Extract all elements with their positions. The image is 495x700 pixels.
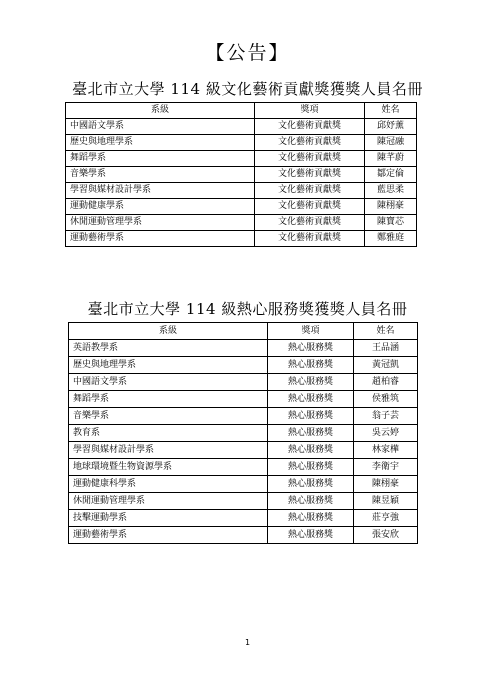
award-cell: 文化藝術貢獻獎 — [255, 231, 365, 247]
dept-cell: 休閒運動管理學系 — [69, 493, 268, 510]
dept-cell: 技擊運動學系 — [69, 510, 268, 527]
award-cell: 熱心服務獎 — [268, 408, 354, 425]
header-dept: 系級 — [66, 103, 255, 119]
award-cell: 熱心服務獎 — [268, 510, 354, 527]
award-cell: 文化藝術貢獻獎 — [255, 199, 365, 215]
dept-cell: 教育系 — [69, 425, 268, 442]
award-cell: 熱心服務獎 — [268, 459, 354, 476]
table-row — [66, 151, 417, 167]
name-cell: 鄒定倫 — [365, 167, 417, 183]
award-cell: 文化藝術貢獻獎 — [255, 215, 365, 231]
award-cell: 文化藝術貢獻獎 — [255, 183, 365, 199]
dept-cell: 中國語文學系 — [66, 119, 255, 135]
name-cell: 黃冠凱 — [354, 357, 418, 374]
dept-cell: 中國語文學系 — [69, 374, 268, 391]
dept-cell: 運動健康學系 — [66, 199, 255, 215]
name-cell: 藍思柔 — [365, 183, 417, 199]
header-name: 姓名 — [365, 103, 417, 119]
name-cell: 張安欣 — [354, 527, 418, 544]
section2-table — [68, 322, 418, 544]
table-row — [69, 476, 418, 493]
award-cell: 熱心服務獎 — [268, 476, 354, 493]
table-row — [69, 374, 418, 391]
table-row — [69, 442, 418, 459]
dept-cell: 音樂學系 — [69, 408, 268, 425]
name-cell: 陳芊蔚 — [365, 151, 417, 167]
header-award: 獎項 — [255, 103, 365, 119]
name-cell: 翁子芸 — [354, 408, 418, 425]
table-row — [69, 340, 418, 357]
table-row — [66, 183, 417, 199]
dept-cell: 運動藝術學系 — [66, 231, 255, 247]
name-cell: 林家樺 — [354, 442, 418, 459]
dept-cell: 舞蹈學系 — [66, 151, 255, 167]
name-cell: 邱妤薰 — [365, 119, 417, 135]
table-row — [69, 493, 418, 510]
dept-cell: 運動健康科學系 — [69, 476, 268, 493]
dept-cell: 歷史與地理學系 — [66, 135, 255, 151]
name-cell: 侯雅筑 — [354, 391, 418, 408]
name-cell: 鄭雅庭 — [365, 231, 417, 247]
dept-cell: 音樂學系 — [66, 167, 255, 183]
header-name: 姓名 — [354, 323, 418, 340]
name-cell: 陳栩豪 — [354, 476, 418, 493]
award-cell: 文化藝術貢獻獎 — [255, 135, 365, 151]
award-cell: 熱心服務獎 — [268, 425, 354, 442]
dept-cell: 運動藝術學系 — [69, 527, 268, 544]
dept-cell: 學習與媒材設計學系 — [69, 442, 268, 459]
table-row — [66, 119, 417, 135]
section2-title: 臺北市立大學 114 級熱心服務獎獲獎人員名冊 — [87, 300, 408, 318]
award-cell: 熱心服務獎 — [268, 340, 354, 357]
dept-cell: 學習與媒材設計學系 — [66, 183, 255, 199]
section1-header-row — [66, 103, 417, 119]
notice-heading: 【公告】 — [205, 42, 290, 64]
section1-title: 臺北市立大學 114 級文化藝術貢獻獎獲獎人員名冊 — [72, 80, 423, 98]
table-row — [69, 391, 418, 408]
dept-cell: 英語教學系 — [69, 340, 268, 357]
section1-table — [65, 102, 417, 247]
name-cell: 趙柏睿 — [354, 374, 418, 391]
table-row — [66, 199, 417, 215]
award-cell: 文化藝術貢獻獎 — [255, 151, 365, 167]
name-cell: 莊亨強 — [354, 510, 418, 527]
table-row — [69, 425, 418, 442]
table-row — [66, 167, 417, 183]
table-row — [69, 527, 418, 544]
name-cell: 王品涵 — [354, 340, 418, 357]
table-row — [69, 408, 418, 425]
award-cell: 熱心服務獎 — [268, 357, 354, 374]
name-cell: 陳寶芯 — [365, 215, 417, 231]
dept-cell: 歷史與地理學系 — [69, 357, 268, 374]
award-cell: 文化藝術貢獻獎 — [255, 119, 365, 135]
page-number: 1 — [244, 638, 251, 647]
award-cell: 熱心服務獎 — [268, 442, 354, 459]
dept-cell: 舞蹈學系 — [69, 391, 268, 408]
table-row — [69, 510, 418, 527]
award-cell: 熱心服務獎 — [268, 527, 354, 544]
name-cell: 陳栩豪 — [365, 199, 417, 215]
table-row — [66, 135, 417, 151]
header-dept: 系級 — [69, 323, 268, 340]
table-row — [66, 215, 417, 231]
table-row — [69, 357, 418, 374]
table-row — [66, 231, 417, 247]
name-cell: 陳冠融 — [365, 135, 417, 151]
award-cell: 文化藝術貢獻獎 — [255, 167, 365, 183]
name-cell: 李衛宇 — [354, 459, 418, 476]
table-row — [69, 459, 418, 476]
header-award: 獎項 — [268, 323, 354, 340]
name-cell: 吳云婷 — [354, 425, 418, 442]
section2-header-row — [69, 323, 418, 340]
dept-cell: 休閒運動管理學系 — [66, 215, 255, 231]
dept-cell: 地球環境暨生物資源學系 — [69, 459, 268, 476]
name-cell: 陳昱穎 — [354, 493, 418, 510]
award-cell: 熱心服務獎 — [268, 374, 354, 391]
award-cell: 熱心服務獎 — [268, 391, 354, 408]
award-cell: 熱心服務獎 — [268, 493, 354, 510]
